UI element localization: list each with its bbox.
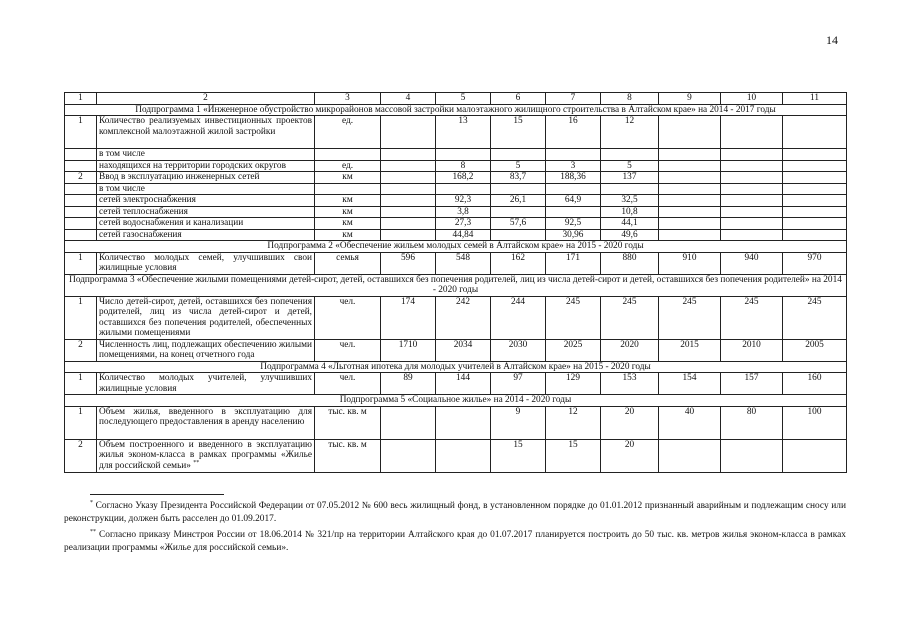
value-cell: 171 bbox=[546, 252, 601, 274]
row-number: 1 bbox=[65, 116, 97, 149]
value-cell: 245 bbox=[783, 296, 847, 339]
value-cell bbox=[659, 160, 721, 172]
footnote-1-text: Согласно Указу Президента Российской Федерации от 07.05.2012 № 600 весь жилищный фонд, в установленном порядке до 01.01.2012 признанный аварийным и подлежащим сносу или реконструкции, должен быть расселен до 01.09.2017. bbox=[64, 501, 847, 524]
value-cell bbox=[491, 183, 546, 195]
value-cell: 245 bbox=[601, 296, 659, 339]
table-row bbox=[65, 149, 847, 161]
value-cell bbox=[491, 149, 546, 161]
page-number: 14 bbox=[826, 33, 838, 47]
value-cell: 154 bbox=[659, 373, 721, 395]
value-cell: 32,5 bbox=[601, 195, 659, 207]
header-row bbox=[65, 93, 847, 105]
subprogram-row bbox=[65, 274, 847, 296]
indicators-table bbox=[64, 92, 847, 473]
indicator-name-text: Объем построенного и введенного в эксплуатацию жилья эконом-класса в рамках программы «Жилье для российской семьи» bbox=[99, 439, 312, 471]
header-cell: 4 bbox=[381, 93, 436, 105]
value-cell: 97 bbox=[491, 373, 546, 395]
value-cell bbox=[783, 172, 847, 184]
subprogram-title: Подпрограмма 3 «Обеспечение жилыми помещениями детей-сирот, детей, оставшихся без попечения родителей, лиц из числа детей-сирот и детей, оставшихся без попечения родителей» на 2014 - 2020 годы bbox=[65, 274, 847, 296]
value-cell bbox=[783, 229, 847, 241]
value-cell bbox=[381, 218, 436, 230]
value-cell: 168,2 bbox=[436, 172, 491, 184]
indicator-name-text: сетей теплоснабжения bbox=[99, 206, 188, 217]
value-cell: 44,84 bbox=[436, 229, 491, 241]
row-number bbox=[65, 206, 97, 218]
value-cell bbox=[783, 439, 847, 472]
value-cell bbox=[721, 183, 783, 195]
table-row bbox=[65, 339, 847, 361]
footnote-2-mark: ** bbox=[90, 528, 96, 535]
subprogram-row bbox=[65, 395, 847, 407]
value-cell bbox=[783, 218, 847, 230]
value-cell bbox=[721, 116, 783, 149]
value-cell: 89 bbox=[381, 373, 436, 395]
value-cell: 20 bbox=[601, 439, 659, 472]
unit-cell: км bbox=[315, 172, 381, 184]
header-cell: 9 bbox=[659, 93, 721, 105]
unit-cell: км bbox=[315, 218, 381, 230]
indicator-name bbox=[97, 183, 315, 195]
value-cell: 2010 bbox=[721, 339, 783, 361]
value-cell: 2015 bbox=[659, 339, 721, 361]
value-cell: 8 bbox=[436, 160, 491, 172]
value-cell bbox=[546, 183, 601, 195]
value-cell bbox=[721, 149, 783, 161]
indicator-name-text: находящихся на территории городских округов bbox=[99, 160, 286, 171]
value-cell: 100 bbox=[783, 406, 847, 439]
value-cell: 970 bbox=[783, 252, 847, 274]
indicator-name-text: Количество реализуемых инвестиционных проектов комплексной малоэтажной жилой застройки bbox=[99, 116, 312, 137]
value-cell bbox=[721, 172, 783, 184]
indicator-name-text: в том числе bbox=[99, 183, 145, 194]
value-cell: 3 bbox=[546, 160, 601, 172]
indicator-name-text: сетей водоснабжения и канализации bbox=[99, 218, 244, 228]
indicator-name bbox=[97, 195, 315, 207]
value-cell: 13 bbox=[436, 116, 491, 149]
indicator-name bbox=[97, 373, 315, 395]
value-cell bbox=[659, 229, 721, 241]
indicator-name bbox=[97, 206, 315, 218]
value-cell: 26,1 bbox=[491, 195, 546, 207]
table-row bbox=[65, 406, 847, 439]
value-cell bbox=[381, 116, 436, 149]
indicator-name-text: Численность лиц, подлежащих обеспечению жилыми помещениями, на конец отчетного года bbox=[99, 339, 313, 360]
subprogram-row bbox=[65, 104, 847, 116]
value-cell bbox=[783, 195, 847, 207]
header-cell: 2 bbox=[97, 93, 315, 105]
indicator-name bbox=[97, 406, 315, 439]
value-cell bbox=[783, 183, 847, 195]
value-cell bbox=[381, 195, 436, 207]
indicator-name bbox=[97, 229, 315, 241]
value-cell: 49,6 bbox=[601, 229, 659, 241]
value-cell bbox=[783, 206, 847, 218]
value-cell: 162 bbox=[491, 252, 546, 274]
indicator-name bbox=[97, 116, 315, 149]
value-cell: 9 bbox=[491, 406, 546, 439]
value-cell bbox=[381, 149, 436, 161]
footnote-separator bbox=[90, 494, 224, 495]
subprogram-title: Подпрограмма 5 «Социальное жилье» на 2014 - 2020 годы bbox=[65, 395, 847, 407]
value-cell: 548 bbox=[436, 252, 491, 274]
unit-cell: чел. bbox=[315, 296, 381, 339]
table-row bbox=[65, 116, 847, 149]
value-cell bbox=[381, 206, 436, 218]
value-cell: 64,9 bbox=[546, 195, 601, 207]
row-number: 1 bbox=[65, 252, 97, 274]
header-cell: 6 bbox=[491, 93, 546, 105]
value-cell bbox=[659, 149, 721, 161]
subprogram-title: Подпрограмма 4 «Льготная ипотека для молодых учителей в Алтайском крае» на 2015 - 2020 годы bbox=[65, 361, 847, 373]
row-number: 1 bbox=[65, 373, 97, 395]
value-cell bbox=[436, 439, 491, 472]
value-cell: 2005 bbox=[783, 339, 847, 361]
value-cell: 80 bbox=[721, 406, 783, 439]
table-row bbox=[65, 229, 847, 241]
value-cell bbox=[721, 218, 783, 230]
header-cell: 7 bbox=[546, 93, 601, 105]
unit-cell: тыс. кв. м bbox=[315, 406, 381, 439]
value-cell bbox=[601, 149, 659, 161]
value-cell: 153 bbox=[601, 373, 659, 395]
value-cell bbox=[721, 439, 783, 472]
value-cell: 15 bbox=[491, 116, 546, 149]
unit-cell: чел. bbox=[315, 373, 381, 395]
value-cell: 30,96 bbox=[546, 229, 601, 241]
footnote-1 bbox=[64, 500, 846, 526]
footnote-ref: ** bbox=[193, 459, 200, 466]
value-cell bbox=[659, 183, 721, 195]
row-number: 2 bbox=[65, 439, 97, 472]
table-row bbox=[65, 183, 847, 195]
table-row bbox=[65, 172, 847, 184]
value-cell: 12 bbox=[546, 406, 601, 439]
table-row bbox=[65, 252, 847, 274]
indicator-name bbox=[97, 149, 315, 161]
value-cell: 10,8 bbox=[601, 206, 659, 218]
value-cell: 16 bbox=[546, 116, 601, 149]
row-number bbox=[65, 160, 97, 172]
indicator-name-text: Количество молодых учителей, улучшивших жилищные условия bbox=[99, 373, 312, 394]
value-cell bbox=[381, 439, 436, 472]
value-cell: 188,36 bbox=[546, 172, 601, 184]
value-cell bbox=[381, 406, 436, 439]
value-cell: 245 bbox=[546, 296, 601, 339]
value-cell: 20 bbox=[601, 406, 659, 439]
value-cell bbox=[381, 172, 436, 184]
indicator-name bbox=[97, 439, 315, 472]
indicator-name bbox=[97, 296, 315, 339]
value-cell: 880 bbox=[601, 252, 659, 274]
value-cell bbox=[721, 195, 783, 207]
value-cell: 910 bbox=[659, 252, 721, 274]
value-cell bbox=[491, 229, 546, 241]
subprogram-title: Подпрограмма 2 «Обеспечение жильем молодых семей в Алтайском крае» на 2015 - 2020 годы bbox=[65, 241, 847, 253]
unit-cell bbox=[315, 183, 381, 195]
footnote-2 bbox=[64, 529, 846, 555]
value-cell bbox=[783, 160, 847, 172]
subprogram-row bbox=[65, 241, 847, 253]
header-cell: 10 bbox=[721, 93, 783, 105]
value-cell bbox=[436, 406, 491, 439]
header-cell: 3 bbox=[315, 93, 381, 105]
value-cell bbox=[721, 160, 783, 172]
value-cell: 57,6 bbox=[491, 218, 546, 230]
indicator-name bbox=[97, 172, 315, 184]
value-cell: 242 bbox=[436, 296, 491, 339]
unit-cell: км bbox=[315, 206, 381, 218]
table-row bbox=[65, 373, 847, 395]
table-row bbox=[65, 296, 847, 339]
row-number: 2 bbox=[65, 172, 97, 184]
value-cell: 940 bbox=[721, 252, 783, 274]
value-cell bbox=[721, 229, 783, 241]
table-row bbox=[65, 439, 847, 472]
indicator-name-text: Количество молодых семей, улучшивших свои жилищные условия bbox=[99, 252, 312, 273]
value-cell: 245 bbox=[721, 296, 783, 339]
value-cell: 5 bbox=[601, 160, 659, 172]
header-cell: 8 bbox=[601, 93, 659, 105]
value-cell bbox=[783, 116, 847, 149]
value-cell bbox=[381, 160, 436, 172]
row-number bbox=[65, 149, 97, 161]
row-number bbox=[65, 183, 97, 195]
value-cell: 12 bbox=[601, 116, 659, 149]
value-cell: 92,3 bbox=[436, 195, 491, 207]
value-cell bbox=[659, 218, 721, 230]
value-cell bbox=[436, 183, 491, 195]
value-cell: 27,3 bbox=[436, 218, 491, 230]
value-cell: 83,7 bbox=[491, 172, 546, 184]
value-cell: 137 bbox=[601, 172, 659, 184]
indicator-name-text: сетей газоснабжения bbox=[99, 229, 182, 240]
value-cell: 1710 bbox=[381, 339, 436, 361]
unit-cell: ед. bbox=[315, 160, 381, 172]
row-number: 1 bbox=[65, 406, 97, 439]
value-cell: 244 bbox=[491, 296, 546, 339]
indicator-name-text: в том числе bbox=[99, 149, 145, 159]
table-row bbox=[65, 218, 847, 230]
indicator-name-text: Ввод в эксплуатацию инженерных сетей bbox=[99, 172, 260, 182]
subprogram-title: Подпрограмма 1 «Инженерное обустройство микрорайонов массовой застройки малоэтажного жилищного строительства в Алтайском крае» на 2014 - 2017 годы bbox=[65, 104, 847, 116]
indicator-name bbox=[97, 218, 315, 230]
value-cell bbox=[659, 116, 721, 149]
indicator-name-text: Число детей-сирот, детей, оставшихся без попечения родителей, лиц из числа детей-сирот и детей, оставшихся без попечения родителей, обеспеченных жилыми помещениями bbox=[99, 296, 312, 338]
unit-cell: км bbox=[315, 229, 381, 241]
value-cell bbox=[783, 149, 847, 161]
table-row bbox=[65, 160, 847, 172]
value-cell: 92,5 bbox=[546, 218, 601, 230]
value-cell: 157 bbox=[721, 373, 783, 395]
value-cell: 40 bbox=[659, 406, 721, 439]
subprogram-row bbox=[65, 361, 847, 373]
value-cell: 2034 bbox=[436, 339, 491, 361]
indicator-name-text: Объем жилья, введенного в эксплуатацию для последующего предоставления в аренду населению bbox=[99, 406, 312, 427]
value-cell: 15 bbox=[546, 439, 601, 472]
value-cell: 44,1 bbox=[601, 218, 659, 230]
value-cell bbox=[381, 183, 436, 195]
value-cell: 129 bbox=[546, 373, 601, 395]
indicator-name-text: сетей электроснабжения bbox=[99, 195, 196, 205]
footnote-1-mark: * bbox=[90, 499, 93, 506]
unit-cell: семья bbox=[315, 252, 381, 274]
value-cell: 160 bbox=[783, 373, 847, 395]
value-cell: 2030 bbox=[491, 339, 546, 361]
row-number bbox=[65, 218, 97, 230]
table-row bbox=[65, 195, 847, 207]
unit-cell: чел. bbox=[315, 339, 381, 361]
indicator-name bbox=[97, 339, 315, 361]
value-cell bbox=[659, 195, 721, 207]
value-cell bbox=[721, 206, 783, 218]
header-cell: 5 bbox=[436, 93, 491, 105]
value-cell: 144 bbox=[436, 373, 491, 395]
indicator-name bbox=[97, 160, 315, 172]
row-number: 1 bbox=[65, 296, 97, 339]
value-cell: 245 bbox=[659, 296, 721, 339]
value-cell: 15 bbox=[491, 439, 546, 472]
row-number bbox=[65, 229, 97, 241]
value-cell bbox=[436, 149, 491, 161]
row-number: 2 bbox=[65, 339, 97, 361]
value-cell: 174 bbox=[381, 296, 436, 339]
row-number bbox=[65, 195, 97, 207]
value-cell bbox=[601, 183, 659, 195]
unit-cell: км bbox=[315, 195, 381, 207]
header-cell: 11 bbox=[783, 93, 847, 105]
value-cell bbox=[659, 206, 721, 218]
unit-cell bbox=[315, 149, 381, 161]
value-cell bbox=[381, 229, 436, 241]
unit-cell: тыс. кв. м bbox=[315, 439, 381, 472]
table-row bbox=[65, 206, 847, 218]
value-cell: 3,8 bbox=[436, 206, 491, 218]
value-cell bbox=[491, 206, 546, 218]
value-cell bbox=[659, 172, 721, 184]
footnote-2-text: Согласно приказу Минстроя России от 18.06.2014 № 321/пр на территории Алтайского края до 01.07.2017 планируется построить до 50 тыс. кв. метров жилья эконом-класса в рамках реализации программы «Жилье для российской семьи». bbox=[64, 530, 846, 553]
header-cell: 1 bbox=[65, 93, 97, 105]
value-cell: 596 bbox=[381, 252, 436, 274]
value-cell bbox=[546, 206, 601, 218]
indicator-name bbox=[97, 252, 315, 274]
value-cell bbox=[546, 149, 601, 161]
unit-cell: ед. bbox=[315, 116, 381, 149]
value-cell: 5 bbox=[491, 160, 546, 172]
value-cell: 2020 bbox=[601, 339, 659, 361]
value-cell bbox=[659, 439, 721, 472]
value-cell: 2025 bbox=[546, 339, 601, 361]
